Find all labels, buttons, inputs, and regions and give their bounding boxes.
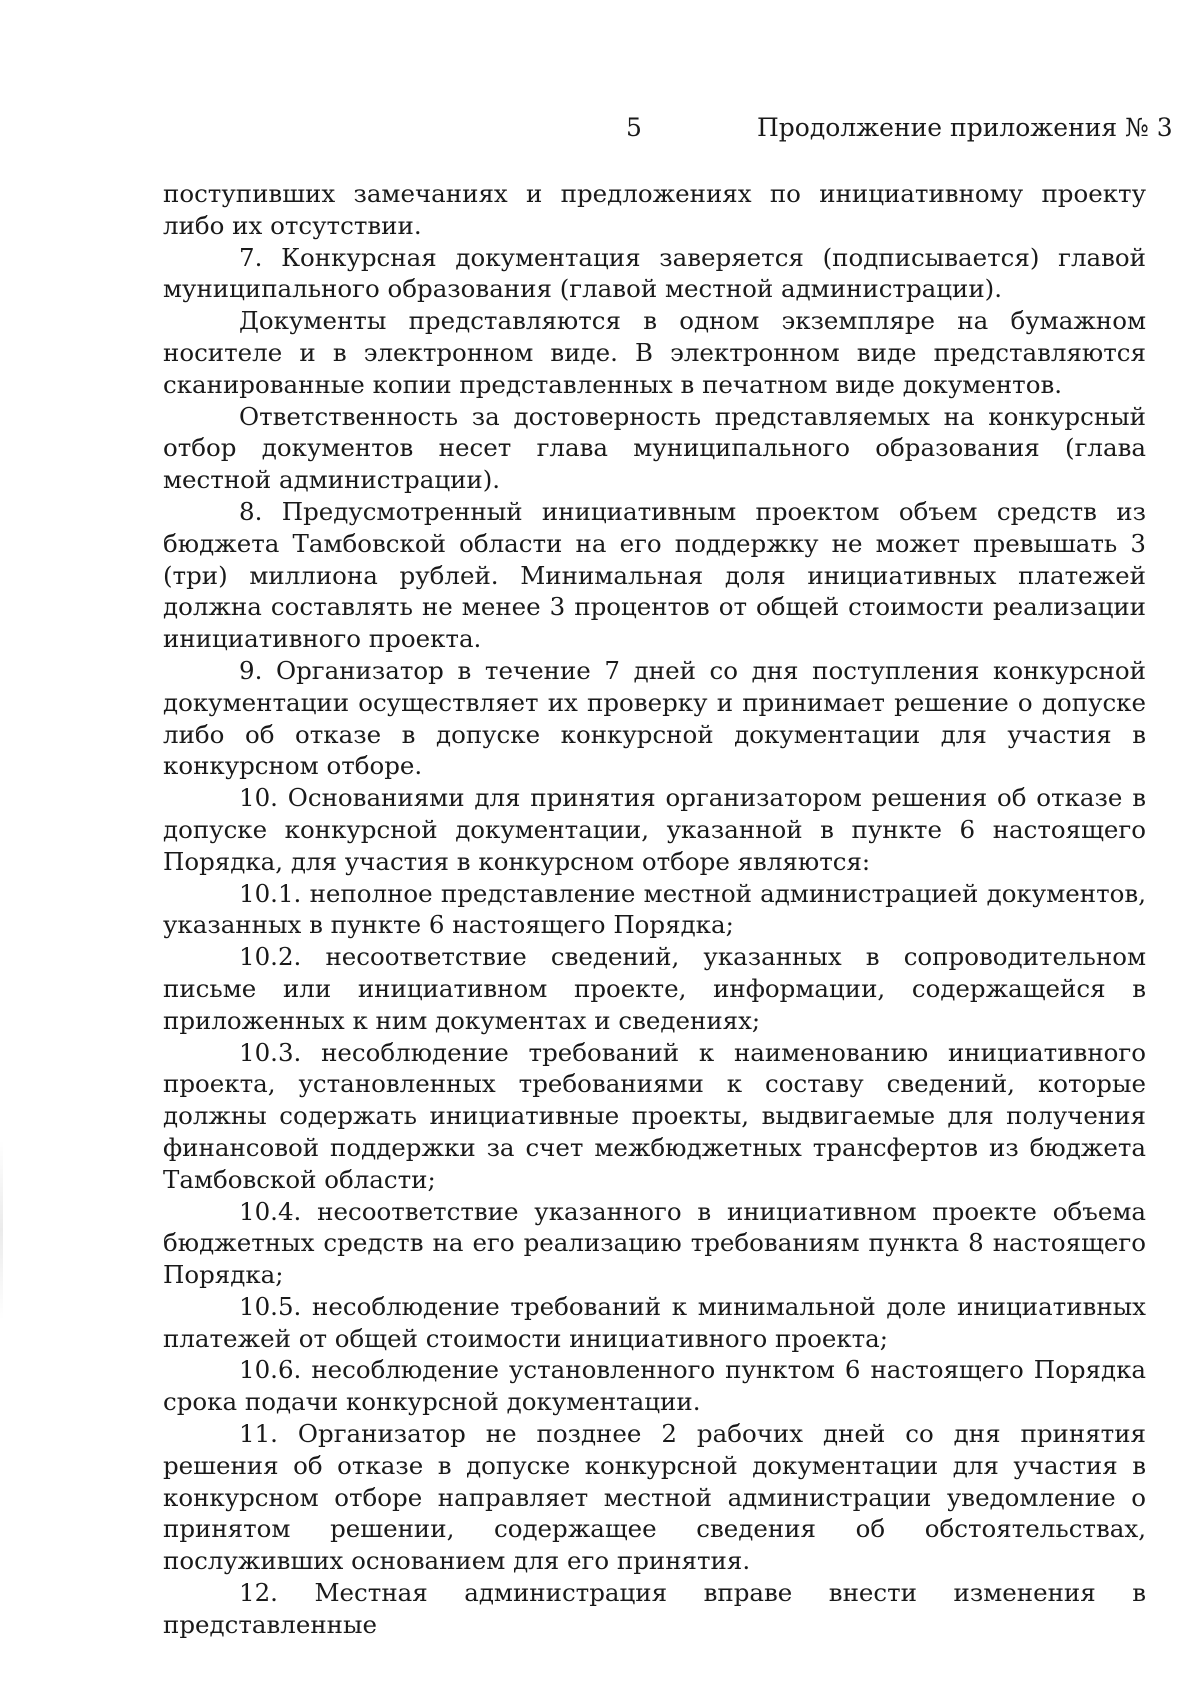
paragraph: 10.1. неполное представление местной администрацией документов, указанных в пункте 6 настоящего Порядка; [163, 878, 1146, 940]
paragraph: 10.4. несоответствие указанного в инициативном проекте объема бюджетных средств на его реализацию требованиям пункта 8 настоящего Порядка; [163, 1196, 1146, 1290]
paragraph: 11. Организатор не позднее 2 рабочих дней со дня принятия решения об отказе в допуске конкурсной документации для участия в конкурсном отборе направляет местной администрации уведомление о принятом решении, содержащее сведения об обстоятельствах, послуживших основанием для его принятия. [163, 1419, 1146, 1576]
paragraph: 9. Организатор в течение 7 дней со дня поступления конкурсной документации осуществляет их проверку и принимает решение о допуске либо об отказе в допуске конкурсной документации для участия в конкурсном отборе. [163, 655, 1146, 781]
paragraph: 10. Основаниями для принятия организатором решения об отказе в допуске конкурсной документации, указанной в пункте 6 настоящего Порядка, для участия в конкурсном отборе являются: [163, 783, 1146, 876]
page-number: 5 [626, 113, 642, 142]
paragraph: 10.3. несоблюдение требований к наименованию инициативного проекта, установленных требованиями к составу сведений, которые должны содержать инициативные проекты, выдвигаемые для получения финансовой поддержки за счет межбюджетных трансфертов из бюджета Тамбовской области; [163, 1037, 1146, 1194]
document-body [163, 178, 1146, 1641]
paragraph: 10.2. несоответствие сведений, указанных в сопроводительном письме или инициативном проекте, информации, содержащейся в приложенных к ним документах и сведениях; [163, 942, 1146, 1035]
scan-edge-shadow [0, 1140, 3, 1320]
paragraph: Ответственность за достоверность представляемых на конкурсный отбор документов несет глава муниципального образования (глава местной администрации). [163, 401, 1146, 495]
paragraph: 10.5. несоблюдение требований к минимальной доле инициативных платежей от общей стоимости инициативного проекта; [163, 1291, 1146, 1353]
paragraph: Документы представляются в одном экземпляре на бумажном носителе и в электронном виде. В электронном виде представляются сканированные копии представленных в печатном виде документов. [163, 306, 1146, 399]
running-title: Продолжение приложения № 3 [757, 113, 1173, 142]
paragraph: поступивших замечаниях и предложениях по инициативному проекту либо их отсутствии. [163, 179, 1146, 240]
paragraph: 12. Местная администрация вправе внести изменения в представленные [163, 1578, 1146, 1639]
paragraph: 7. Конкурсная документация заверяется (подписывается) главой муниципального образования (главой местной администрации). [163, 242, 1146, 304]
paragraph: 8. Предусмотренный инициативным проектом объем средств из бюджета Тамбовской области на его поддержку не может превышать 3 (три) миллиона рублей. Минимальная доля инициативных платежей должна составлять не менее 3 процентов от общей стоимости реализации инициативного проекта. [163, 496, 1146, 654]
paragraph: 10.6. несоблюдение установленного пунктом 6 настоящего Порядка срока подачи конкурсной документации. [163, 1355, 1146, 1417]
